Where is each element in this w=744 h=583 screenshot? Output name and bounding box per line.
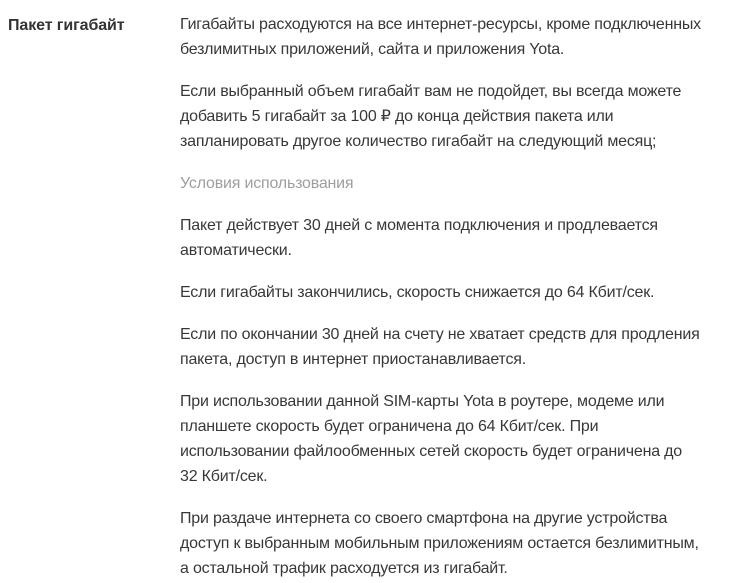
package-title: Пакет гигабайт [8, 17, 125, 34]
intro-paragraph: Гигабайты расходуются на все интернет-ресурсы, кроме подключенных безлимитных приложений, сайта и приложения Yota. [180, 16, 701, 58]
package-title-column [8, 12, 180, 38]
terms-of-use-heading: Условия использования [180, 175, 354, 192]
intro-paragraph: Если выбранный объем гигабайт вам не подойдет, вы всегда можете добавить 5 гигабайт за 100 ₽ до конца действия пакета или запланировать другое количество гигабайт на следующий месяц; [180, 83, 682, 150]
terms-paragraph: При использовании данной SIM-карты Yota в роутере, модеме или планшете скорость будет ограничена до 64 Кбит/сек. При использовании файлообменных сетей скорость будет ограничена до 32 Кбит/сек. [180, 393, 682, 485]
package-content-column [180, 12, 702, 581]
terms-paragraph: Пакет действует 30 дней с момента подключения и продлевается автоматически. [180, 217, 658, 259]
terms-paragraph: Если гигабайты закончились, скорость снижается до 64 Кбит/сек. [180, 284, 655, 301]
terms-paragraph: При раздаче интернета со своего смартфона на другие устройства доступ к выбранным мобильным приложениям остается безлимитным, а остальной трафик расходуется из гигабайт. [180, 510, 699, 577]
terms-paragraph: Если по окончании 30 дней на счету не хватает средств для продления пакета, доступ в интернет приостанавливается. [180, 326, 700, 368]
